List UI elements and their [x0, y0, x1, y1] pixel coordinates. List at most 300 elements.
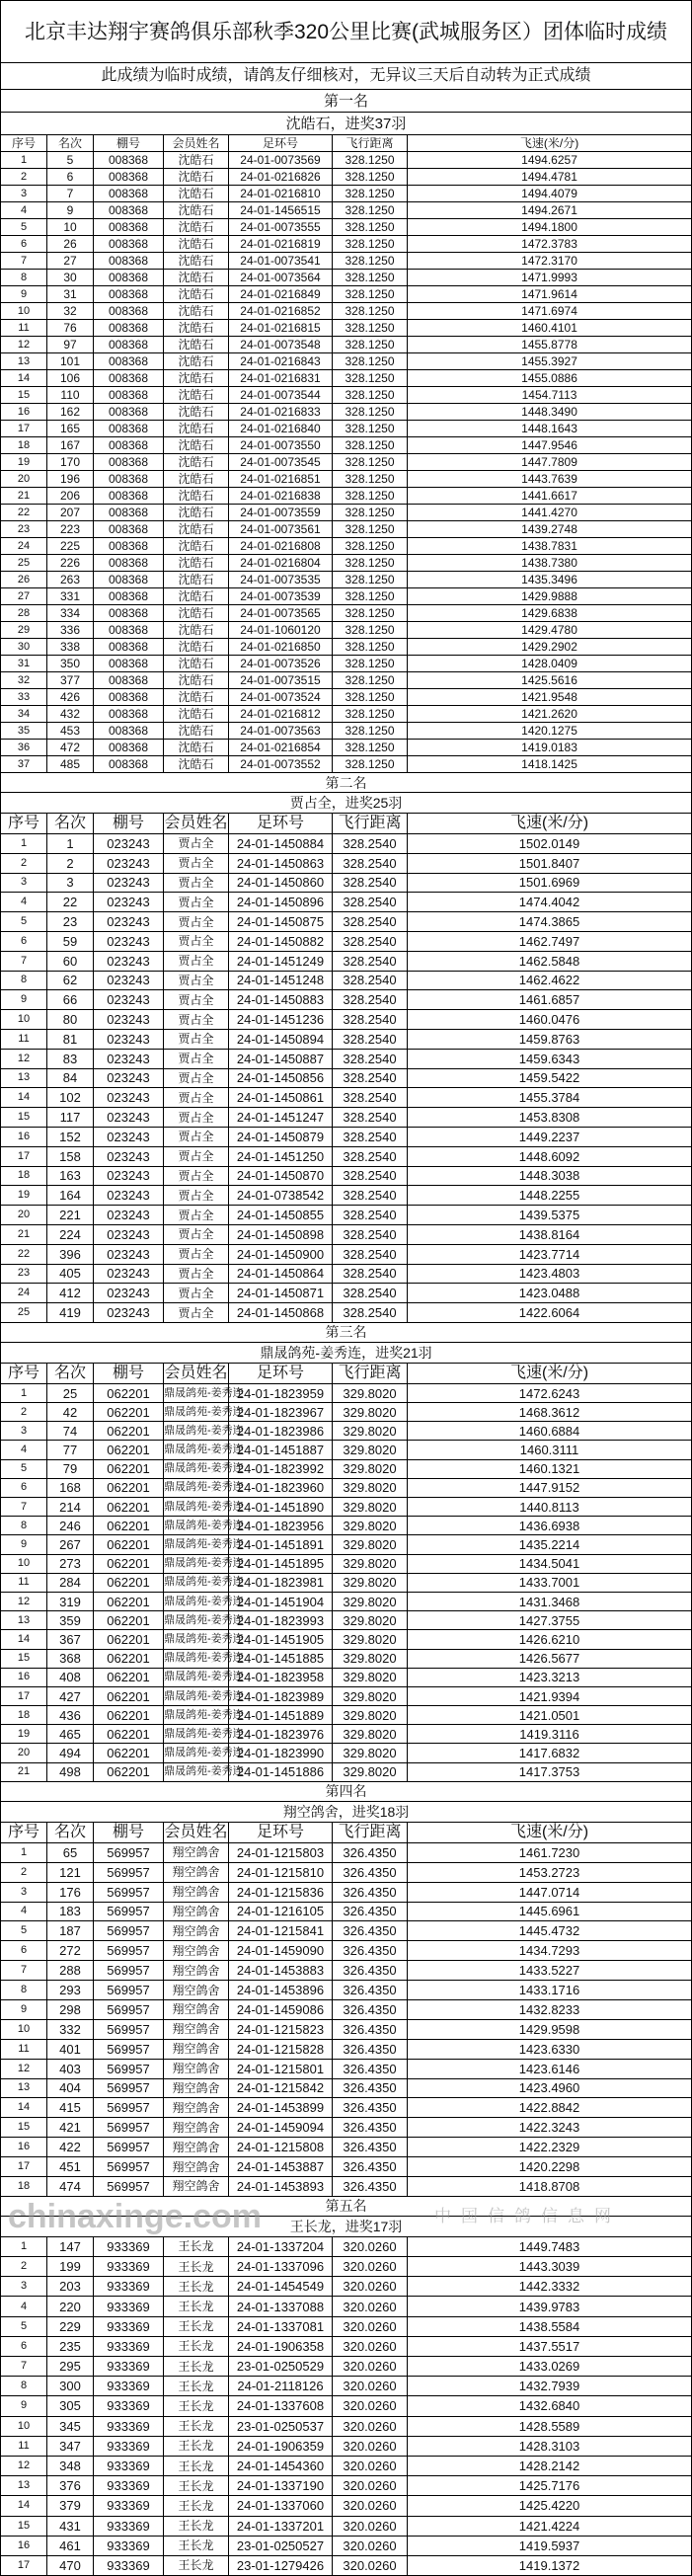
table-row — [1, 2336, 692, 2356]
cell-seq: 15 — [1, 2516, 47, 2536]
cell-speed: 1448.3038 — [408, 1166, 692, 1186]
cell-loft: 569957 — [94, 2039, 164, 2059]
table-row — [1, 1088, 692, 1108]
table-row — [1, 2297, 692, 2316]
cell-ring: 24-01-0073541 — [229, 253, 333, 270]
cell-ring: 24-01-0073564 — [229, 270, 333, 286]
cell-distance: 326.4350 — [333, 1941, 408, 1961]
cell-rank: 97 — [47, 337, 94, 353]
cell-seq: 27 — [1, 588, 47, 605]
cell-ring: 24-01-1451890 — [229, 1498, 333, 1517]
watermark-site-name: 中国信鸽信息网 — [434, 2207, 621, 2226]
cell-ring: 24-01-0216852 — [229, 303, 333, 320]
cell-distance: 326.4350 — [333, 2157, 408, 2177]
cell-distance: 329.8020 — [333, 1592, 408, 1610]
table-row — [1, 2277, 692, 2297]
cell-name: 贾占全 — [164, 990, 229, 1010]
cell-loft: 569957 — [94, 1999, 164, 2019]
cell-ring: 24-01-0073535 — [229, 572, 333, 588]
cell-seq: 15 — [1, 1108, 47, 1128]
cell-speed: 1428.2142 — [408, 2456, 692, 2475]
cell-rank: 183 — [47, 1902, 94, 1921]
cell-rank: 412 — [47, 1284, 94, 1303]
cell-ring: 24-01-1451904 — [229, 1592, 333, 1610]
cell-ring: 24-01-1823976 — [229, 1725, 333, 1744]
cell-speed: 1474.4042 — [408, 893, 692, 912]
cell-ring: 24-01-0073565 — [229, 605, 333, 622]
cell-name: 王长龙 — [164, 2357, 229, 2377]
cell-seq: 10 — [1, 2019, 47, 2039]
table-row — [1, 471, 692, 488]
cell-ring: 24-01-1450894 — [229, 1029, 333, 1049]
cell-name: 鼎晟鸽苑-姜秀连 — [164, 1573, 229, 1592]
cell-rank: 220 — [47, 2297, 94, 2316]
cell-distance: 329.8020 — [333, 1517, 408, 1535]
cell-seq: 8 — [1, 971, 47, 990]
cell-ring: 24-01-0216812 — [229, 706, 333, 723]
table-header-row — [1, 1363, 692, 1383]
cell-rank: 284 — [47, 1573, 94, 1592]
cell-name: 贾占全 — [164, 1224, 229, 1244]
cell-distance: 329.8020 — [333, 1383, 408, 1402]
table-row — [1, 1127, 692, 1146]
table-row — [1, 555, 692, 572]
cell-name: 翔空鸽舍 — [164, 1862, 229, 1882]
cell-rank: 229 — [47, 2316, 94, 2336]
cell-rank: 331 — [47, 588, 94, 605]
cell-name: 贾占全 — [164, 1010, 229, 1030]
cell-name: 翔空鸽舍 — [164, 2098, 229, 2118]
cell-name: 贾占全 — [164, 1108, 229, 1128]
cell-speed: 1459.6343 — [408, 1049, 692, 1068]
cell-distance: 326.4350 — [333, 1882, 408, 1902]
table-row — [1, 1224, 692, 1244]
cell-rank: 31 — [47, 286, 94, 303]
cell-speed: 1427.3755 — [408, 1611, 692, 1630]
cell-distance: 328.2540 — [333, 1264, 408, 1284]
cell-rank: 170 — [47, 454, 94, 471]
table-row — [1, 253, 692, 270]
cell-rank: 408 — [47, 1668, 94, 1686]
cell-rank: 350 — [47, 656, 94, 672]
cell-speed: 1421.2620 — [408, 706, 692, 723]
cell-ring: 24-01-2118126 — [229, 2377, 333, 2396]
table-row — [1, 505, 692, 521]
cell-speed: 1471.6974 — [408, 303, 692, 320]
cell-rank: 163 — [47, 1166, 94, 1186]
cell-seq: 13 — [1, 1068, 47, 1088]
cell-ring: 24-01-1450863 — [229, 853, 333, 873]
cell-ring: 24-01-1450875 — [229, 912, 333, 932]
cell-ring: 24-01-0073515 — [229, 672, 333, 689]
cell-seq: 22 — [1, 505, 47, 521]
table-row — [1, 2157, 692, 2177]
cell-distance: 329.8020 — [333, 1422, 408, 1441]
cell-seq: 3 — [1, 1422, 47, 1441]
column-header-distance: 飞行距离 — [333, 1363, 408, 1383]
cell-distance: 320.0260 — [333, 2257, 408, 2277]
cell-seq: 9 — [1, 1535, 47, 1554]
cell-name: 翔空鸽舍 — [164, 1999, 229, 2019]
cell-speed: 1449.2237 — [408, 1127, 692, 1146]
column-header-rank: 名次 — [47, 814, 94, 834]
cell-name: 王长龙 — [164, 2516, 229, 2536]
cell-name: 贾占全 — [164, 912, 229, 932]
cell-speed: 1439.2748 — [408, 521, 692, 538]
cell-speed: 1436.6938 — [408, 1517, 692, 1535]
cell-name: 王长龙 — [164, 2257, 229, 2277]
cell-distance: 329.8020 — [333, 1459, 408, 1478]
table-row — [1, 1029, 692, 1049]
cell-seq: 2 — [1, 1403, 47, 1422]
column-header-seq: 序号 — [1, 814, 47, 834]
cell-ring: 24-01-1060120 — [229, 622, 333, 639]
cell-name: 沈皓石 — [164, 656, 229, 672]
cell-speed: 1428.0409 — [408, 656, 692, 672]
cell-speed: 1474.3865 — [408, 912, 692, 932]
cell-ring: 24-01-1456515 — [229, 202, 333, 219]
cell-speed: 1425.5616 — [408, 672, 692, 689]
cell-seq: 8 — [1, 1981, 47, 2000]
cell-seq: 11 — [1, 1029, 47, 1049]
cell-name: 贾占全 — [164, 1284, 229, 1303]
cell-name: 贾占全 — [164, 1146, 229, 1166]
cell-ring: 24-01-0216840 — [229, 421, 333, 437]
table-row — [1, 2536, 692, 2555]
cell-name: 沈皓石 — [164, 605, 229, 622]
cell-seq: 15 — [1, 2118, 47, 2138]
cell-distance: 320.0260 — [333, 2316, 408, 2336]
cell-rank: 436 — [47, 1706, 94, 1725]
cell-rank: 42 — [47, 1403, 94, 1422]
cell-speed: 1423.3213 — [408, 1668, 692, 1686]
cell-name: 王长龙 — [164, 2336, 229, 2356]
cell-ring: 24-01-0216843 — [229, 353, 333, 370]
cell-loft: 062201 — [94, 1573, 164, 1592]
team-summary: 沈皓石，进奖37羽 — [1, 113, 692, 135]
cell-name: 鼎晟鸽苑-姜秀连 — [164, 1459, 229, 1478]
cell-speed: 1494.1800 — [408, 219, 692, 236]
cell-speed: 1439.5375 — [408, 1206, 692, 1225]
cell-rank: 359 — [47, 1611, 94, 1630]
cell-distance: 329.8020 — [333, 1611, 408, 1630]
cell-ring: 24-01-1451895 — [229, 1554, 333, 1573]
cell-loft: 008368 — [94, 505, 164, 521]
cell-distance: 320.0260 — [333, 2476, 408, 2496]
cell-speed: 1439.9783 — [408, 2297, 692, 2316]
cell-speed: 1472.3170 — [408, 253, 692, 270]
cell-speed: 1423.7714 — [408, 1244, 692, 1264]
cell-name: 沈皓石 — [164, 521, 229, 538]
cell-loft: 008368 — [94, 538, 164, 555]
cell-speed: 1471.9614 — [408, 286, 692, 303]
cell-distance: 328.2540 — [333, 834, 408, 854]
cell-name: 贾占全 — [164, 1206, 229, 1225]
table-row — [1, 538, 692, 555]
cell-distance: 328.2540 — [333, 893, 408, 912]
cell-name: 翔空鸽舍 — [164, 1921, 229, 1941]
cell-speed: 1438.8164 — [408, 1224, 692, 1244]
cell-distance: 328.2540 — [333, 1127, 408, 1146]
cell-loft: 569957 — [94, 1941, 164, 1961]
cell-seq: 2 — [1, 1862, 47, 1882]
cell-seq: 5 — [1, 219, 47, 236]
table-row — [1, 931, 692, 951]
column-header-rank: 名次 — [47, 1363, 94, 1383]
cell-ring: 24-01-0073561 — [229, 521, 333, 538]
cell-loft: 008368 — [94, 404, 164, 421]
cell-name: 王长龙 — [164, 2496, 229, 2516]
cell-rank: 66 — [47, 990, 94, 1010]
cell-speed: 1419.3116 — [408, 1725, 692, 1744]
cell-seq: 26 — [1, 572, 47, 588]
cell-distance: 329.8020 — [333, 1554, 408, 1573]
cell-loft: 008368 — [94, 622, 164, 639]
cell-name: 翔空鸽舍 — [164, 1902, 229, 1921]
cell-ring: 24-01-0738542 — [229, 1186, 333, 1206]
cell-speed: 1420.1275 — [408, 723, 692, 740]
table-row — [1, 186, 692, 202]
cell-seq: 10 — [1, 1554, 47, 1573]
cell-ring: 24-01-0216833 — [229, 404, 333, 421]
cell-rank: 272 — [47, 1941, 94, 1961]
cell-distance: 329.8020 — [333, 1403, 408, 1422]
cell-name: 沈皓石 — [164, 421, 229, 437]
cell-ring: 24-01-1450860 — [229, 873, 333, 893]
team-summary: 翔空鸽舍，进奖18羽 — [1, 1801, 692, 1822]
cell-seq: 17 — [1, 1146, 47, 1166]
cell-loft: 569957 — [94, 2157, 164, 2177]
cell-rank: 10 — [47, 219, 94, 236]
cell-seq: 29 — [1, 622, 47, 639]
cell-rank: 165 — [47, 421, 94, 437]
cell-ring: 24-01-1453896 — [229, 1981, 333, 2000]
table-row — [1, 723, 692, 740]
cell-name: 沈皓石 — [164, 488, 229, 505]
cell-rank: 162 — [47, 404, 94, 421]
column-header-ring: 足环号 — [229, 135, 333, 152]
cell-seq: 9 — [1, 2396, 47, 2416]
cell-speed: 1432.7939 — [408, 2377, 692, 2396]
cell-ring: 24-01-1451886 — [229, 1762, 333, 1781]
cell-loft: 933369 — [94, 2536, 164, 2555]
cell-name: 沈皓石 — [164, 186, 229, 202]
table-row — [1, 1554, 692, 1573]
cell-name: 王长龙 — [164, 2316, 229, 2336]
cell-loft: 023243 — [94, 853, 164, 873]
column-header-loft: 棚号 — [94, 1822, 164, 1842]
cell-ring: 24-01-0216804 — [229, 555, 333, 572]
cell-speed: 1435.3496 — [408, 572, 692, 588]
cell-loft: 023243 — [94, 990, 164, 1010]
cell-ring: 24-01-1823993 — [229, 1611, 333, 1630]
cell-rank: 379 — [47, 2496, 94, 2516]
cell-ring: 24-01-1450855 — [229, 1206, 333, 1225]
cell-ring: 24-01-1823990 — [229, 1744, 333, 1762]
cell-seq: 12 — [1, 2456, 47, 2475]
page-title: 北京丰达翔宇赛鸽俱乐部秋季320公里比赛(武城服务区）团体临时成绩 — [1, 1, 692, 63]
cell-rank: 152 — [47, 1127, 94, 1146]
cell-name: 鼎晟鸽苑-姜秀连 — [164, 1649, 229, 1668]
cell-name: 鼎晟鸽苑-姜秀连 — [164, 1744, 229, 1762]
cell-ring: 24-01-1450898 — [229, 1224, 333, 1244]
cell-distance: 326.4350 — [333, 2078, 408, 2098]
cell-name: 翔空鸽舍 — [164, 1882, 229, 1902]
cell-distance: 328.1250 — [333, 152, 408, 169]
cell-distance: 328.1250 — [333, 471, 408, 488]
cell-speed: 1460.4101 — [408, 320, 692, 337]
cell-distance: 320.0260 — [333, 2536, 408, 2555]
cell-distance: 328.2540 — [333, 873, 408, 893]
cell-speed: 1426.6210 — [408, 1630, 692, 1649]
cell-ring: 24-01-0216838 — [229, 488, 333, 505]
cell-loft: 008368 — [94, 740, 164, 756]
cell-seq: 2 — [1, 853, 47, 873]
cell-rank: 288 — [47, 1961, 94, 1981]
cell-distance: 329.8020 — [333, 1706, 408, 1725]
cell-name: 贾占全 — [164, 1088, 229, 1108]
cell-rank: 102 — [47, 1088, 94, 1108]
cell-ring: 24-01-0216815 — [229, 320, 333, 337]
cell-loft: 569957 — [94, 1921, 164, 1941]
table-row — [1, 1206, 692, 1225]
cell-ring: 24-01-1215810 — [229, 1862, 333, 1882]
cell-rank: 426 — [47, 689, 94, 706]
cell-seq: 13 — [1, 1611, 47, 1630]
cell-seq: 31 — [1, 656, 47, 672]
table-row — [1, 1649, 692, 1668]
cell-seq: 12 — [1, 337, 47, 353]
cell-seq: 14 — [1, 2496, 47, 2516]
cell-loft: 569957 — [94, 1981, 164, 2000]
table-row — [1, 2377, 692, 2396]
cell-distance: 328.1250 — [333, 756, 408, 773]
cell-name: 沈皓石 — [164, 202, 229, 219]
cell-ring: 24-01-1337608 — [229, 2396, 333, 2416]
cell-rank: 422 — [47, 2138, 94, 2157]
cell-seq: 32 — [1, 672, 47, 689]
table-row — [1, 1882, 692, 1902]
cell-seq: 19 — [1, 1725, 47, 1744]
cell-ring: 24-01-0073563 — [229, 723, 333, 740]
cell-name: 王长龙 — [164, 2476, 229, 2496]
column-header-loft: 棚号 — [94, 1363, 164, 1383]
cell-ring: 24-01-0073544 — [229, 387, 333, 404]
cell-loft: 008368 — [94, 253, 164, 270]
cell-speed: 1460.0476 — [408, 1010, 692, 1030]
cell-rank: 377 — [47, 672, 94, 689]
cell-distance: 328.2540 — [333, 1049, 408, 1068]
cell-distance: 326.4350 — [333, 1862, 408, 1882]
column-header-loft: 棚号 — [94, 814, 164, 834]
cell-rank: 225 — [47, 538, 94, 555]
cell-rank: 273 — [47, 1554, 94, 1573]
cell-speed: 1437.5517 — [408, 2336, 692, 2356]
cell-seq: 16 — [1, 2536, 47, 2555]
cell-seq: 5 — [1, 2316, 47, 2336]
cell-seq: 4 — [1, 2297, 47, 2316]
cell-loft: 062201 — [94, 1592, 164, 1610]
cell-name: 鼎晟鸽苑-姜秀连 — [164, 1383, 229, 1402]
cell-ring: 24-01-1823986 — [229, 1422, 333, 1441]
cell-name: 沈皓石 — [164, 270, 229, 286]
cell-speed: 1423.0488 — [408, 1284, 692, 1303]
cell-distance: 320.0260 — [333, 2516, 408, 2536]
cell-speed: 1418.1425 — [408, 756, 692, 773]
cell-rank: 224 — [47, 1224, 94, 1244]
cell-speed: 1460.1321 — [408, 1459, 692, 1478]
cell-name: 沈皓石 — [164, 672, 229, 689]
cell-ring: 24-01-1337060 — [229, 2496, 333, 2516]
cell-loft: 023243 — [94, 1303, 164, 1323]
cell-loft: 008368 — [94, 605, 164, 622]
cell-distance: 328.2540 — [333, 853, 408, 873]
cell-speed: 1502.0149 — [408, 834, 692, 854]
cell-speed: 1494.6257 — [408, 152, 692, 169]
cell-distance: 328.1250 — [333, 454, 408, 471]
cell-seq: 23 — [1, 1264, 47, 1284]
cell-loft: 008368 — [94, 723, 164, 740]
cell-ring: 24-01-1823981 — [229, 1573, 333, 1592]
table-row — [1, 1146, 692, 1166]
table-row — [1, 454, 692, 471]
cell-rank: 80 — [47, 1010, 94, 1030]
cell-speed: 1494.4079 — [408, 186, 692, 202]
cell-rank: 214 — [47, 1498, 94, 1517]
cell-speed: 1438.7831 — [408, 538, 692, 555]
cell-speed: 1422.8842 — [408, 2098, 692, 2118]
cell-speed: 1447.9546 — [408, 437, 692, 454]
cell-seq: 1 — [1, 2236, 47, 2256]
cell-rank: 9 — [47, 202, 94, 219]
cell-seq: 24 — [1, 538, 47, 555]
cell-name: 沈皓石 — [164, 370, 229, 387]
cell-seq: 7 — [1, 253, 47, 270]
cell-rank: 334 — [47, 605, 94, 622]
cell-ring: 24-01-1451885 — [229, 1649, 333, 1668]
table-row — [1, 1498, 692, 1517]
table-row — [1, 2436, 692, 2456]
cell-distance: 328.2540 — [333, 1284, 408, 1303]
cell-speed: 1462.5848 — [408, 951, 692, 971]
cell-ring: 24-01-1453893 — [229, 2177, 333, 2197]
cell-speed: 1443.7639 — [408, 471, 692, 488]
cell-ring: 24-01-1337096 — [229, 2257, 333, 2277]
cell-seq: 7 — [1, 1498, 47, 1517]
cell-distance: 328.1250 — [333, 421, 408, 437]
cell-rank: 25 — [47, 1383, 94, 1402]
cell-name: 翔空鸽舍 — [164, 1941, 229, 1961]
cell-distance: 329.8020 — [333, 1649, 408, 1668]
cell-name: 鼎晟鸽苑-姜秀连 — [164, 1762, 229, 1781]
cell-loft: 062201 — [94, 1554, 164, 1573]
cell-name: 沈皓石 — [164, 454, 229, 471]
cell-ring: 24-01-1451889 — [229, 1706, 333, 1725]
cell-rank: 27 — [47, 253, 94, 270]
cell-distance: 320.0260 — [333, 2336, 408, 2356]
cell-speed: 1454.7113 — [408, 387, 692, 404]
cell-speed: 1422.6064 — [408, 1303, 692, 1323]
cell-rank: 246 — [47, 1517, 94, 1535]
cell-seq: 18 — [1, 1706, 47, 1725]
column-header-ring: 足环号 — [229, 1363, 333, 1383]
cell-speed: 1421.9548 — [408, 689, 692, 706]
cell-distance: 328.2540 — [333, 912, 408, 932]
cell-loft: 008368 — [94, 454, 164, 471]
table-row — [1, 2396, 692, 2416]
cell-name: 沈皓石 — [164, 387, 229, 404]
cell-seq: 20 — [1, 1206, 47, 1225]
